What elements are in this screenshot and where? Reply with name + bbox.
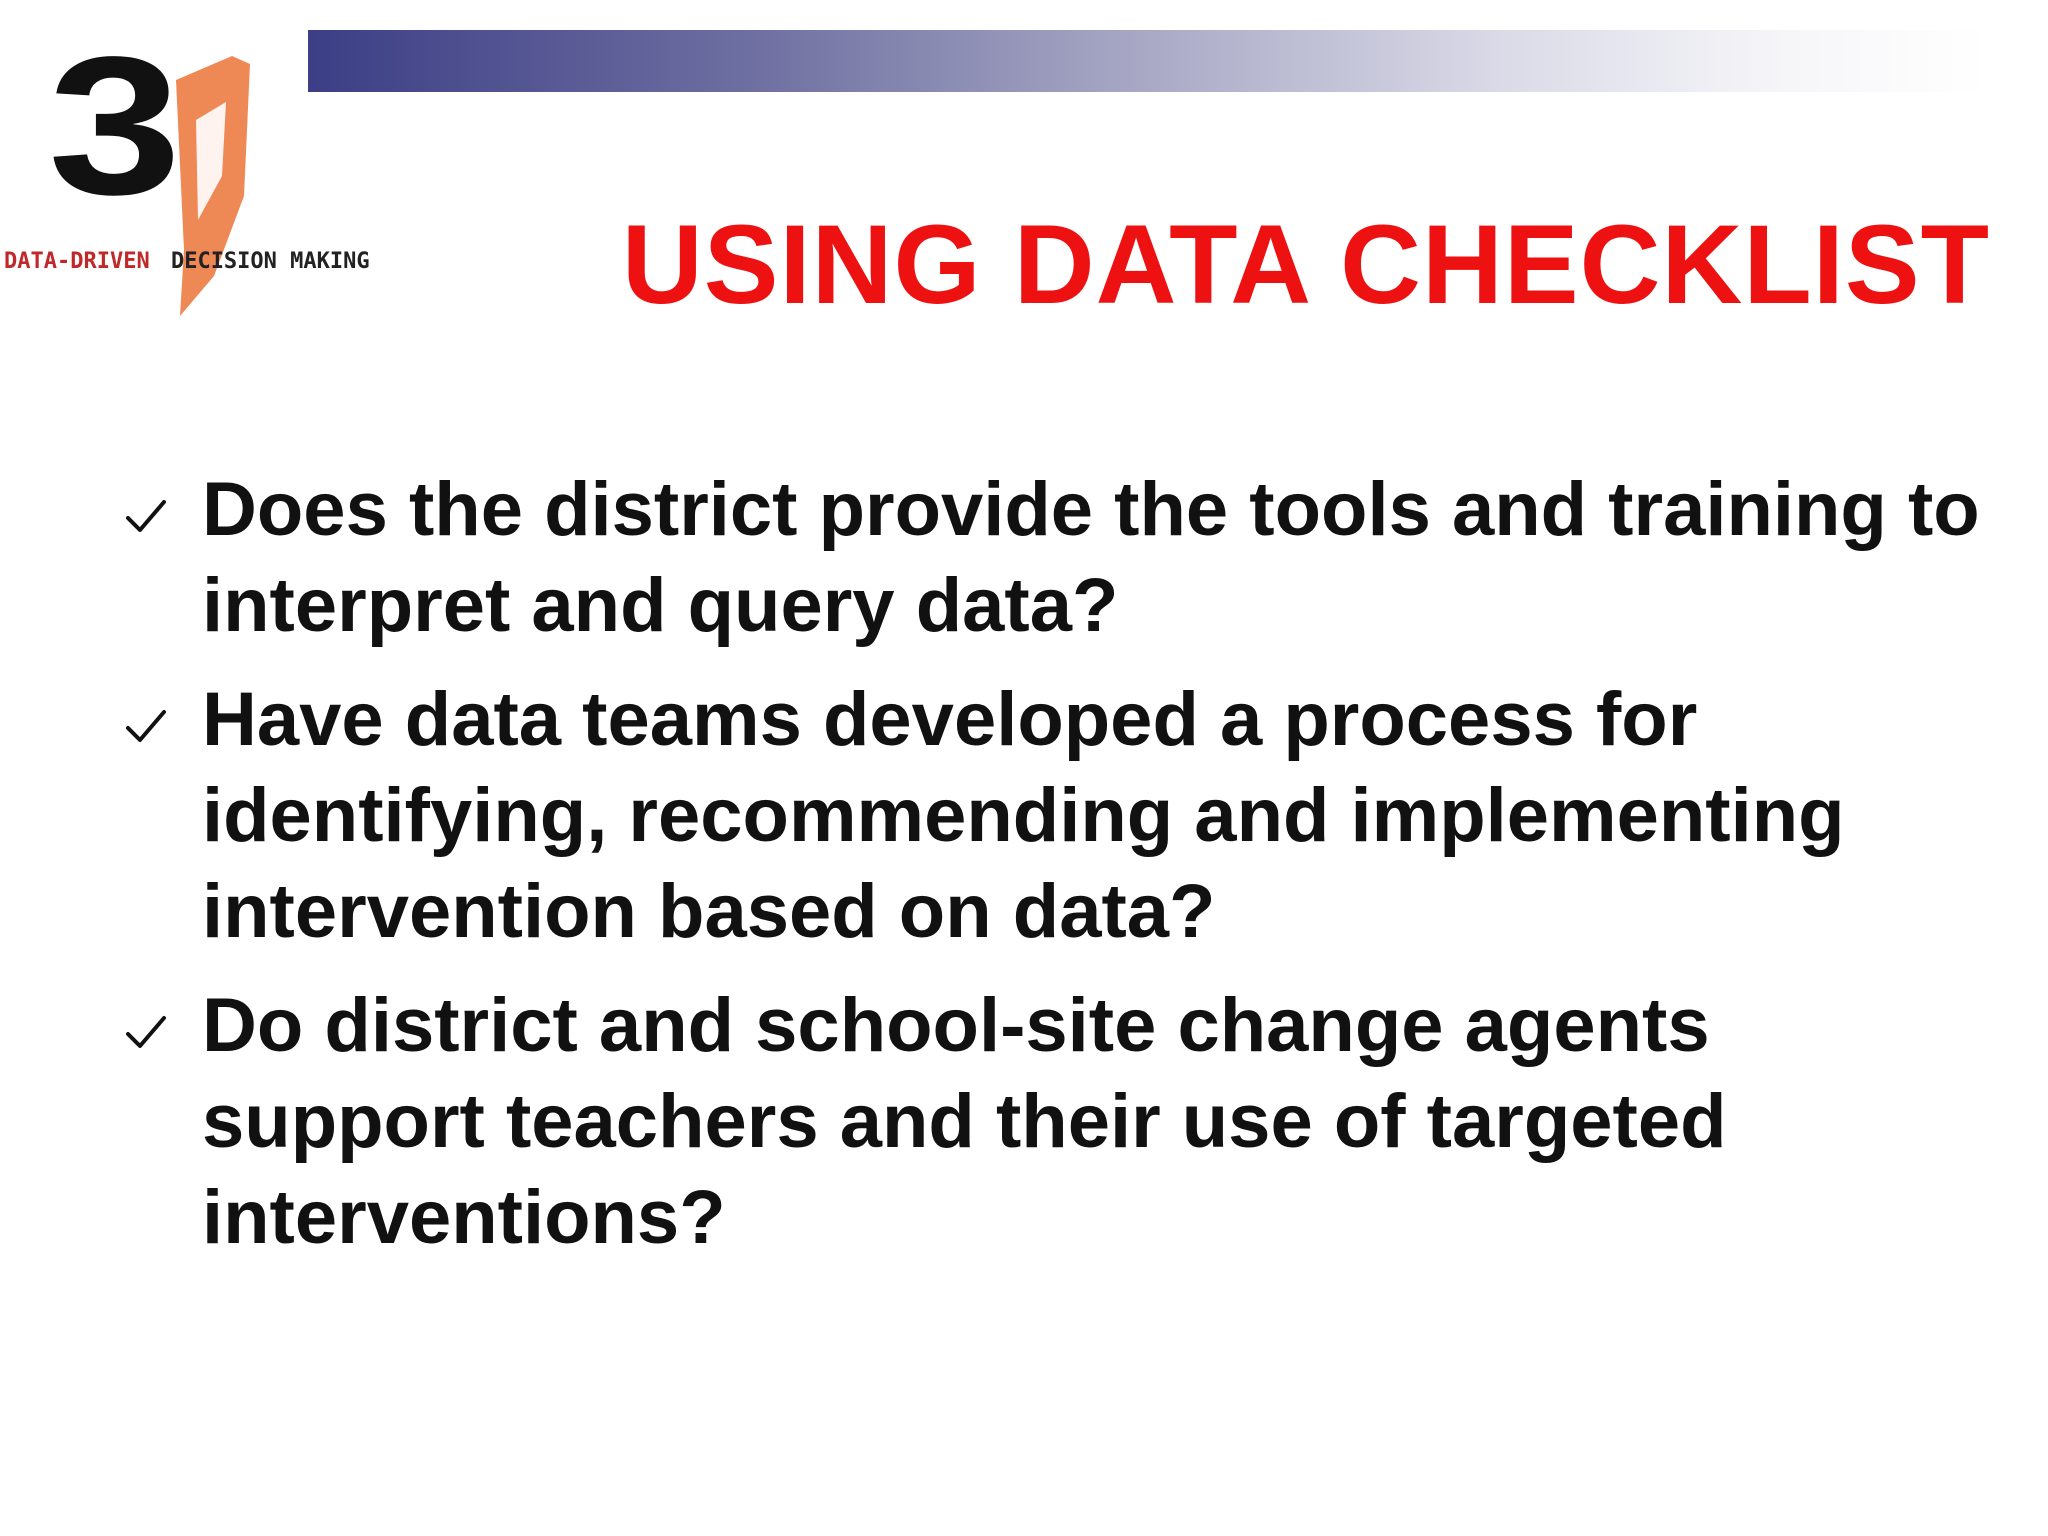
checklist-item-text: Do district and school-site change agents support teachers and their use of targeted interventions?: [202, 983, 1727, 1260]
checklist-item-text: Have data teams developed a process for identifying, recommending and implementing intervention based on data?: [202, 677, 1845, 954]
logo-caption: [4, 249, 370, 274]
logo-3d: [0, 0, 370, 320]
checklist-item: [120, 978, 2000, 1266]
checklist-item-text: Does the district provide the tools and training to interpret and query data?: [202, 467, 1980, 648]
checklist-item: [120, 672, 2000, 960]
checkmark-icon: [124, 1012, 168, 1052]
logo-numeral: 3: [48, 15, 182, 236]
header-gradient-bar: [308, 30, 1988, 92]
checkmark-icon: [124, 706, 168, 746]
checklist-item: [120, 462, 2000, 654]
checklist: [120, 462, 2000, 1284]
logo-graphic: [0, 0, 370, 320]
logo-caption-part2: DECISION MAKING: [170, 249, 370, 274]
slide-title: USING DATA CHECKLIST: [621, 202, 1990, 327]
checkmark-icon: [124, 496, 168, 536]
logo-caption-part1: DATA-DRIVEN: [4, 249, 150, 274]
